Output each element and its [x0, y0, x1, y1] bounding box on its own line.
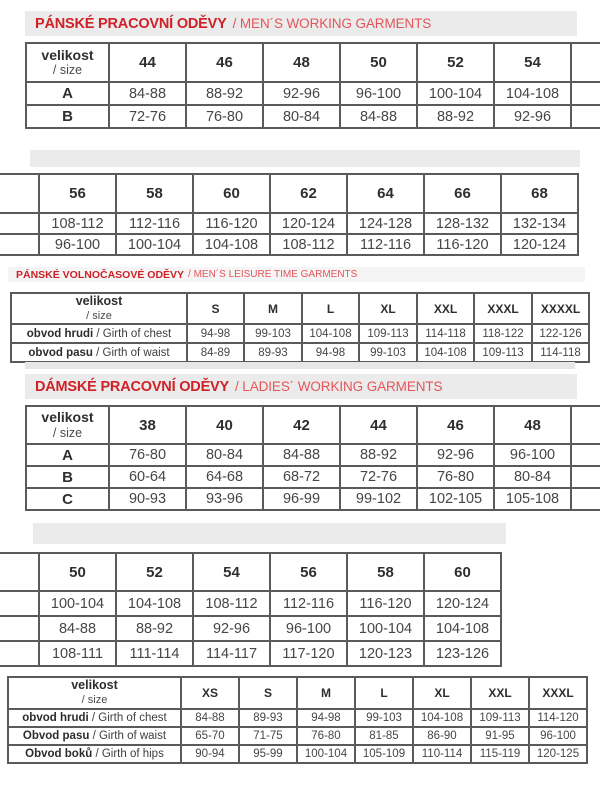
size-column-header: M: [297, 677, 355, 709]
measurement-cell: 88-92: [116, 616, 193, 641]
size-column-header: 42: [263, 406, 340, 444]
measurement-cell: 92-96: [494, 105, 571, 128]
measurement-cell: 114-120: [529, 709, 587, 727]
ladies-leisure-table: [7, 676, 588, 764]
measurement-cell: 122-126: [532, 324, 589, 343]
clipped-column-cell: [0, 174, 39, 213]
measurement-cell: 105-109: [355, 745, 413, 763]
measurement-cell: 84-88: [39, 616, 116, 641]
measurement-cell: 96-100: [529, 727, 587, 745]
measurement-cell: 108-111: [39, 641, 116, 666]
size-header-corner: velikost / size: [11, 293, 187, 324]
row-label-cell: Obvod boků / Girth of hips: [8, 745, 181, 763]
size-table: [0, 552, 502, 667]
size-column-header: 54: [193, 553, 270, 591]
measurement-cell: 128-132: [424, 213, 501, 234]
measurement-cell: 104-108: [302, 324, 359, 343]
size-column-header: 50: [340, 43, 417, 82]
size-column-header: XL: [359, 293, 417, 324]
measurement-cell: 96-100: [494, 444, 571, 466]
size-table: [10, 292, 590, 363]
measurement-cell: 116-120: [424, 234, 501, 255]
measurement-cell: 84-89: [187, 343, 244, 362]
measurement-cell: 102-105: [417, 488, 494, 510]
size-table: [25, 405, 600, 511]
size-column-header: XXXL: [474, 293, 532, 324]
size-table: [0, 173, 579, 256]
measurement-cell: 100-104: [39, 591, 116, 616]
size-column-header: S: [187, 293, 244, 324]
size-column-header: 48: [263, 43, 340, 82]
size-column-header: 40: [186, 406, 263, 444]
measurement-cell: 84-88: [263, 444, 340, 466]
measurement-cell: 117-120: [270, 641, 347, 666]
row-label-cell: C: [26, 488, 109, 510]
measurement-cell: 104-108: [494, 82, 571, 105]
row-label-cell: Obvod pasu / Girth of waist: [8, 727, 181, 745]
measurement-cell: 112-116: [270, 591, 347, 616]
size-column-header: XXL: [417, 293, 474, 324]
measurement-cell: 90-94: [181, 745, 239, 763]
measurement-cell: 80-84: [494, 466, 571, 488]
measurement-cell: 80-84: [263, 105, 340, 128]
size-column-header: 68: [501, 174, 578, 213]
section-divider-bar: [25, 362, 575, 369]
clipped-column-cell: [571, 105, 600, 128]
measurement-cell: 109-113: [474, 343, 532, 362]
measurement-cell: 108-112: [39, 213, 116, 234]
measurement-cell: 116-120: [193, 213, 270, 234]
measurement-cell: 120-125: [529, 745, 587, 763]
measurement-cell: 68-72: [263, 466, 340, 488]
measurement-cell: 64-68: [186, 466, 263, 488]
mens-leisure-table: [10, 292, 590, 363]
size-column-header: L: [302, 293, 359, 324]
size-column-header: XS: [181, 677, 239, 709]
size-column-header: 58: [347, 553, 424, 591]
measurement-cell: 92-96: [193, 616, 270, 641]
measurement-cell: 120-124: [501, 234, 578, 255]
size-column-header: XXXXL: [532, 293, 589, 324]
size-column-header: 58: [116, 174, 193, 213]
row-label-cell: obvod hrudi / Girth of chest: [11, 324, 187, 343]
size-column-header: 60: [193, 174, 270, 213]
size-column-header: 52: [116, 553, 193, 591]
row-label-cell: B: [26, 466, 109, 488]
section-title-english: / LADIES´ WORKING GARMENTS: [235, 379, 443, 394]
row-label-cell: A: [26, 82, 109, 105]
row-label-cell: A: [26, 444, 109, 466]
measurement-cell: 93-96: [186, 488, 263, 510]
size-header-corner: velikost / size: [26, 43, 109, 82]
size-table: [25, 42, 600, 129]
size-column-header: 54: [494, 43, 571, 82]
size-column-header: 66: [424, 174, 501, 213]
measurement-cell: 94-98: [187, 324, 244, 343]
section-title-ladies-working: [25, 374, 577, 399]
measurement-cell: 76-80: [417, 466, 494, 488]
measurement-cell: 100-104: [347, 616, 424, 641]
section-title-mens-working: [25, 11, 577, 36]
row-label-cell: obvod pasu / Girth of waist: [11, 343, 187, 362]
measurement-cell: 114-118: [532, 343, 589, 362]
measurement-cell: 95-99: [239, 745, 297, 763]
measurement-cell: 72-76: [340, 466, 417, 488]
size-column-header: 44: [340, 406, 417, 444]
ladies-sizes-38-48-table: [25, 405, 600, 511]
clipped-column-cell: [571, 82, 600, 105]
size-column-header: 46: [417, 406, 494, 444]
measurement-cell: 111-114: [116, 641, 193, 666]
measurement-cell: 99-103: [359, 343, 417, 362]
section-title-czech: DÁMSKÉ PRACOVNÍ ODĚVY: [35, 378, 229, 395]
row-label-cell: obvod hrudi / Girth of chest: [8, 709, 181, 727]
measurement-cell: 100-104: [116, 234, 193, 255]
size-column-header: 56: [270, 553, 347, 591]
measurement-cell: 84-88: [181, 709, 239, 727]
measurement-cell: 99-103: [244, 324, 302, 343]
measurement-cell: 114-117: [193, 641, 270, 666]
size-table: [7, 676, 588, 764]
measurement-cell: 108-112: [193, 591, 270, 616]
size-column-header: L: [355, 677, 413, 709]
size-column-header: 50: [39, 553, 116, 591]
size-column-header: 46: [186, 43, 263, 82]
measurement-cell: 99-103: [355, 709, 413, 727]
section-title-czech: PÁNSKÉ PRACOVNÍ ODĚVY: [35, 15, 227, 32]
size-column-header: M: [244, 293, 302, 324]
size-column-header: 48: [494, 406, 571, 444]
size-column-header: XXL: [471, 677, 529, 709]
measurement-cell: 112-116: [347, 234, 424, 255]
measurement-cell: 104-108: [116, 591, 193, 616]
measurement-cell: 89-93: [239, 709, 297, 727]
measurement-cell: 105-108: [494, 488, 571, 510]
measurement-cell: 96-99: [263, 488, 340, 510]
measurement-cell: 110-114: [413, 745, 471, 763]
measurement-cell: 65-70: [181, 727, 239, 745]
clipped-column-cell: [571, 43, 600, 82]
size-column-header: XL: [413, 677, 471, 709]
measurement-cell: 91-95: [471, 727, 529, 745]
mens-sizes-44-54-table: [25, 42, 600, 129]
size-column-header: S: [239, 677, 297, 709]
measurement-cell: 86-90: [413, 727, 471, 745]
ladies-sizes-50-60-table: [0, 552, 502, 667]
measurement-cell: 109-113: [471, 709, 529, 727]
size-column-header: 44: [109, 43, 186, 82]
clipped-column-cell: [0, 616, 39, 641]
measurement-cell: 94-98: [297, 709, 355, 727]
measurement-cell: 120-124: [424, 591, 501, 616]
measurement-cell: 96-100: [340, 82, 417, 105]
measurement-cell: 109-113: [359, 324, 417, 343]
measurement-cell: 116-120: [347, 591, 424, 616]
measurement-cell: 76-80: [186, 105, 263, 128]
row-label-cell: B: [26, 105, 109, 128]
clipped-column-cell: [0, 591, 39, 616]
measurement-cell: 84-88: [109, 82, 186, 105]
measurement-cell: 120-123: [347, 641, 424, 666]
clipped-column-cell: [0, 553, 39, 591]
measurement-cell: 76-80: [297, 727, 355, 745]
measurement-cell: 104-108: [417, 343, 474, 362]
measurement-cell: 114-118: [417, 324, 474, 343]
measurement-cell: 120-124: [270, 213, 347, 234]
measurement-cell: 118-122: [474, 324, 532, 343]
measurement-cell: 104-108: [424, 616, 501, 641]
measurement-cell: 115-119: [471, 745, 529, 763]
measurement-cell: 124-128: [347, 213, 424, 234]
measurement-cell: 92-96: [263, 82, 340, 105]
measurement-cell: 96-100: [270, 616, 347, 641]
size-column-header: XXXL: [529, 677, 587, 709]
measurement-cell: 100-104: [297, 745, 355, 763]
clipped-column-cell: [571, 466, 600, 488]
clipped-column-cell: [0, 213, 39, 234]
section-title-mens-leisure: [8, 267, 585, 282]
clipped-column-cell: [571, 444, 600, 466]
measurement-cell: 100-104: [417, 82, 494, 105]
size-column-header: 52: [417, 43, 494, 82]
measurement-cell: 88-92: [186, 82, 263, 105]
measurement-cell: 104-108: [413, 709, 471, 727]
section-title-czech: PÁNSKÉ VOLNOČASOVÉ ODĚVY: [16, 268, 185, 281]
clipped-column-cell: [0, 641, 39, 666]
size-column-header: 56: [39, 174, 116, 213]
mens-sizes-56-68-table: [0, 173, 579, 256]
measurement-cell: 88-92: [340, 444, 417, 466]
measurement-cell: 132-134: [501, 213, 578, 234]
size-column-header: 64: [347, 174, 424, 213]
clipped-column-cell: [0, 234, 39, 255]
measurement-cell: 99-102: [340, 488, 417, 510]
size-header-corner: velikost / size: [8, 677, 181, 709]
measurement-cell: 76-80: [109, 444, 186, 466]
measurement-cell: 92-96: [417, 444, 494, 466]
section-title-english: / MEN´S WORKING GARMENTS: [232, 16, 432, 31]
measurement-cell: 72-76: [109, 105, 186, 128]
measurement-cell: 96-100: [39, 234, 116, 255]
size-column-header: 62: [270, 174, 347, 213]
size-column-header: 38: [109, 406, 186, 444]
section-divider-bar: [30, 150, 580, 167]
measurement-cell: 81-85: [355, 727, 413, 745]
measurement-cell: 94-98: [302, 343, 359, 362]
measurement-cell: 112-116: [116, 213, 193, 234]
section-divider-bar: [33, 523, 506, 544]
measurement-cell: 108-112: [270, 234, 347, 255]
measurement-cell: 104-108: [193, 234, 270, 255]
size-header-corner: velikost / size: [26, 406, 109, 444]
section-title-english: / MEN´S LEISURE TIME GARMENTS: [188, 269, 358, 280]
measurement-cell: 84-88: [340, 105, 417, 128]
measurement-cell: 89-93: [244, 343, 302, 362]
size-column-header: 60: [424, 553, 501, 591]
measurement-cell: 80-84: [186, 444, 263, 466]
measurement-cell: 60-64: [109, 466, 186, 488]
clipped-column-cell: [571, 406, 600, 444]
measurement-cell: 88-92: [417, 105, 494, 128]
measurement-cell: 90-93: [109, 488, 186, 510]
clipped-column-cell: [571, 488, 600, 510]
measurement-cell: 71-75: [239, 727, 297, 745]
measurement-cell: 123-126: [424, 641, 501, 666]
